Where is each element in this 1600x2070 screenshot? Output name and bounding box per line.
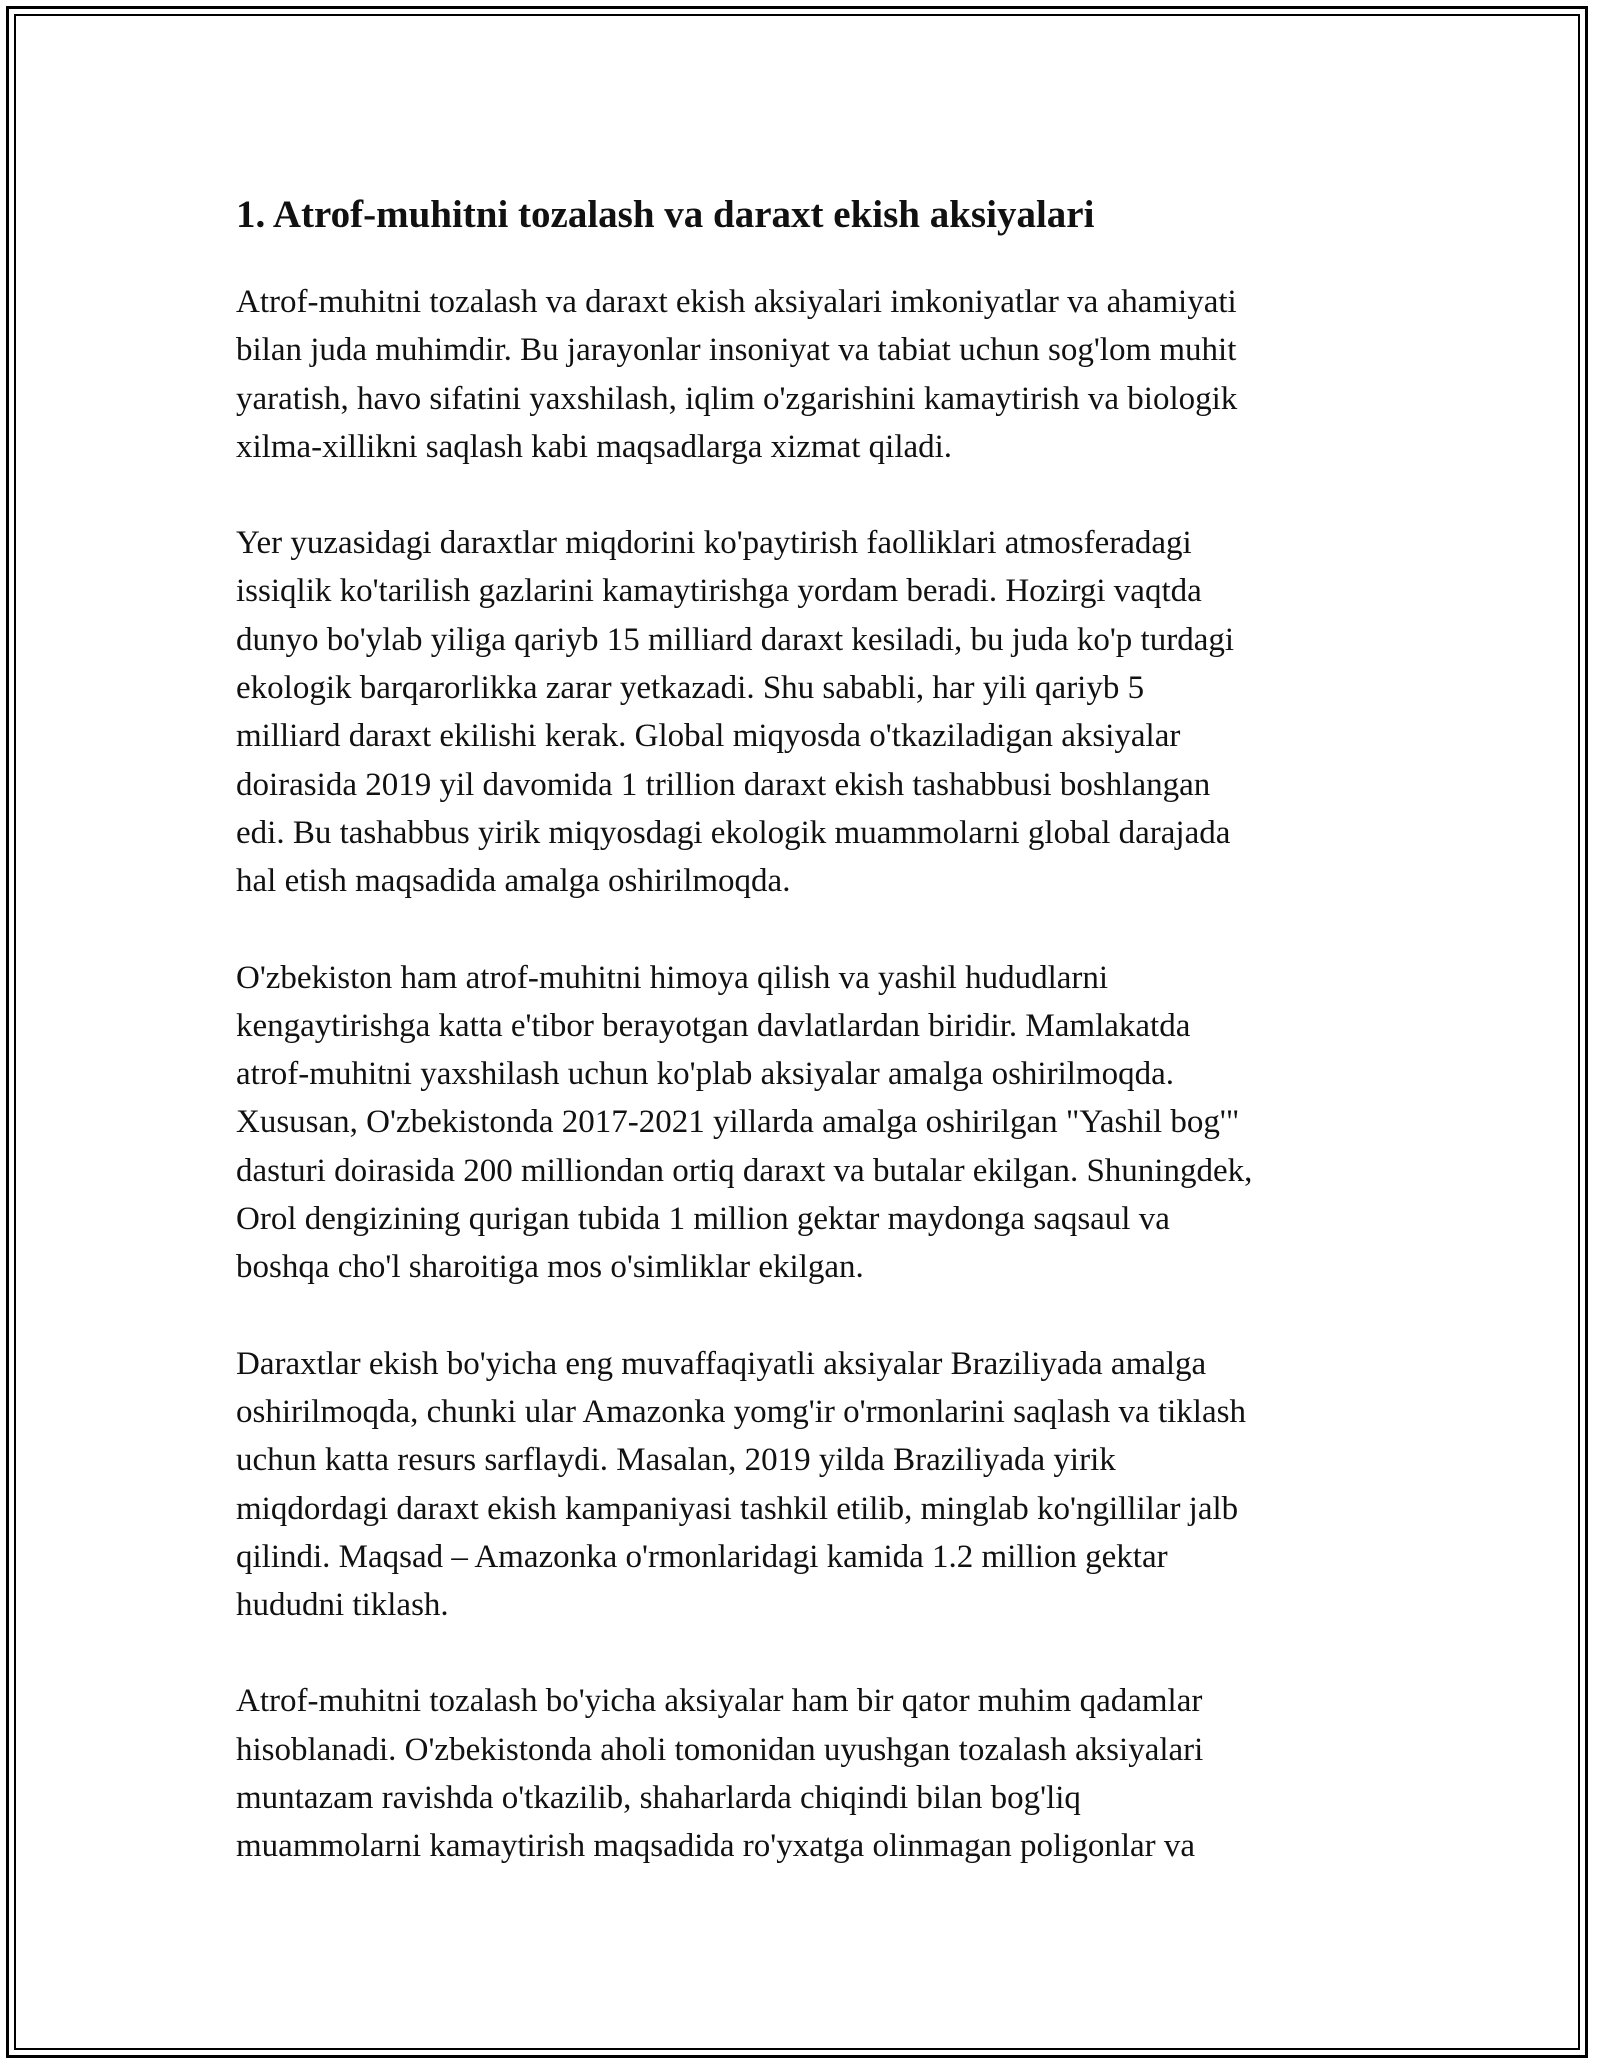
paragraph-uzbekistan: O'zbekiston ham atrof-muhitni himoya qilish va yashil hududlarni kengaytirishga katta e'tibor berayotgan davlatlardan biridir. Mamlakatda atrof-muhitni yaxshilash uchun ko'plab aksiyalar amalga oshirilmoqda. Xususan, O'zbekistonda 2017-2021 yillarda amalga oshirilgan "Yashil bog'" dasturi doirasida 200 milliondan ortiq daraxt va butalar ekilgan. Shuningdek, Orol dengizining qurigan tubida 1 million gektar maydonga saqsaul va boshqa cho'l sharoitiga mos o'simliklar ekilgan. xyxy=(236,959,1253,1286)
paragraph-intro: Atrof-muhitni tozalash va daraxt ekish aksiyalari imkoniyatlar va ahamiyati bilan juda muhimdir. Bu jarayonlar insoniyat va tabiat uchun sog'lom muhit yaratish, havo sifatini yaxshilash, iqlim o'zgarishini kamaytirish va biologik xilma-xillikni saqlash kabi maqsadlarga xizmat qiladi. xyxy=(236,284,1238,465)
paragraph-cleanup: Atrof-muhitni tozalash bo'yicha aksiyalar ham bir qator muhim qadamlar hisoblanadi. O'zbekistonda aholi tomonidan uyushgan tozalash aksiyalari muntazam ravishda o'tkazilib, shaharlarda chiqindi bilan bog'liq muammolarni kamaytirish maqsadida ro'yxatga olinmagan poligonlar va xyxy=(236,1683,1204,1865)
section-heading: 1. Atrof-muhitni tozalash va daraxt ekish aksiyalari xyxy=(236,193,1095,236)
document-body xyxy=(236,186,1386,1919)
paragraph-global-trees: Yer yuzasidagi daraxtlar miqdorini ko'paytirish faolliklari atmosferadagi issiqlik ko'tarilish gazlarini kamaytirishga yordam beradi. Hozirgi vaqtda dunyo bo'ylab yiliga qariyb 15 milliard daraxt kesiladi, bu juda ko'p turdagi ekologik barqarorlikka zarar yetkazadi. Shu sababli, har yili qariyb 5 milliard daraxt ekilishi kerak. Global miqyosda o'tkaziladigan aksiyalar doirasida 2019 yil davomida 1 trillion daraxt ekish tashabbusi boshlangan edi. Bu tashabbus yirik miqyosdagi ekologik muammolarni global darajada hal etish maqsadida amalga oshirilmoqda. xyxy=(236,525,1235,900)
paragraph-brazil: Daraxtlar ekish bo'yicha eng muvaffaqiyatli aksiyalar Braziliyada amalga oshirilmoqda, chunki ular Amazonka yomg'ir o'rmonlarini saqlash va tiklash uchun katta resurs sarflaydi. Masalan, 2019 yilda Braziliyada yirik miqdordagi daraxt ekish kampaniyasi tashkil etilib, minglab ko'ngillilar jalb qilindi. Maqsad – Amazonka o'rmonlaridagi kamida 1.2 million gektar hududni tiklash. xyxy=(236,1345,1246,1624)
